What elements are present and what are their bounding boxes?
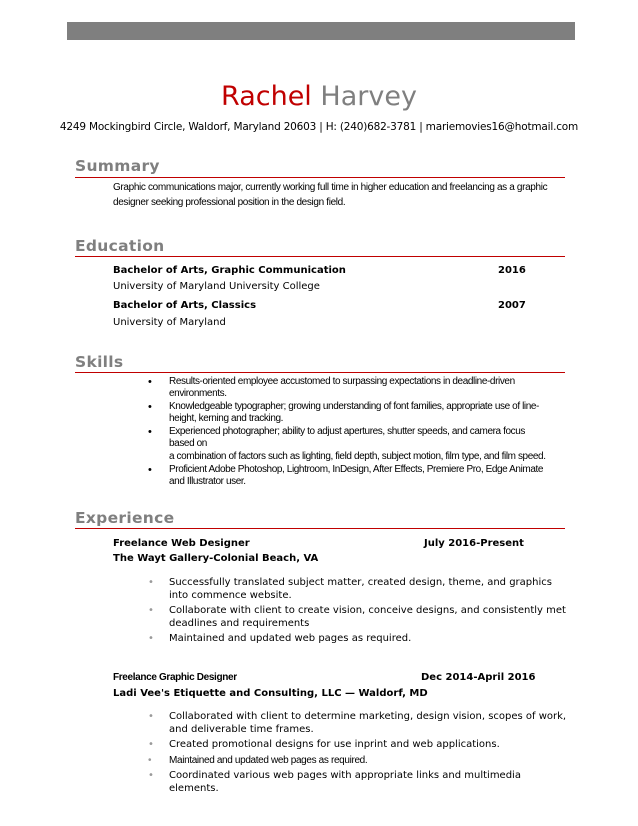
experience-heading: Experience <box>75 509 175 527</box>
job-bullet: • Collaborated with client to determine marketing, design vision, scopes of work, and deliverable time frames. <box>148 711 568 736</box>
skill-item: • Proficient Adobe Photoshop, Lightroom, InDesign, After Effects, Premiere Pro, Edge Animate and Illustrator user. <box>148 464 548 488</box>
skill-item: • Experienced photographer; ability to adjust apertures, shutter speeds, and camera focus based on <box>148 426 548 450</box>
last-name: Harvey <box>320 81 417 112</box>
job-bullet: • Maintained and updated web pages as required. <box>148 755 568 768</box>
job-bullet: • Maintained and updated web pages as required. <box>148 633 568 646</box>
skills-list <box>148 376 548 489</box>
job-title: Freelance Web Designer <box>113 538 250 549</box>
education-school: University of Maryland <box>113 317 226 328</box>
candidate-name <box>0 80 638 114</box>
skills-rule <box>75 372 565 373</box>
education-degree: Bachelor of Arts, Graphic Communication <box>113 265 346 276</box>
education-heading: Education <box>75 237 165 255</box>
summary-heading: Summary <box>75 157 160 175</box>
skills-heading: Skills <box>75 353 124 371</box>
job-bullet: • Created promotional designs for use inprint and web applications. <box>148 739 568 752</box>
job-dates: July 2016-Present <box>424 538 524 549</box>
experience-rule <box>75 528 565 529</box>
job-company: Ladi Vee's Etiquette and Consulting, LLC — Waldorf, MD <box>113 688 428 699</box>
job-title: Freelance Graphic Designer <box>113 672 237 683</box>
job-bullet: • Successfully translated subject matter, created design, theme, and graphics into commence website. <box>148 577 568 602</box>
job-bullet: • Coordinated various web pages with appropriate links and multimedia elements. <box>148 770 568 795</box>
education-year: 2016 <box>498 265 526 276</box>
job-bullet: • Collaborate with client to create vision, conceive designs, and consistently met deadlines and requirements <box>148 605 568 630</box>
header-bar <box>67 22 575 40</box>
job-company: The Wayt Gallery-Colonial Beach, VA <box>113 553 319 564</box>
job-bullets <box>148 711 568 798</box>
summary-rule <box>75 177 565 178</box>
contact-line: 4249 Mockingbird Circle, Waldorf, Maryland 20603 | H: (240)682-3781 | mariemovies16@hotmail.com <box>59 121 579 133</box>
job-bullets <box>148 577 568 649</box>
first-name: Rachel <box>221 81 312 112</box>
education-rule <box>75 256 565 257</box>
job-dates: Dec 2014-April 2016 <box>421 672 536 683</box>
summary-text: Graphic communications major, currently working full time in higher education and freelancing as a graphic designer seeking professional position in the design field. <box>113 182 548 208</box>
education-year: 2007 <box>498 300 526 311</box>
education-school: University of Maryland University College <box>113 281 320 292</box>
skill-item: • Knowledgeable typographer; growing understanding of font families, appropriate use of line-height, kerning and tracking. <box>148 401 548 425</box>
skill-item-continuation: a combination of factors such as lighting, field depth, subject motion, film type, and film speed. <box>169 451 546 462</box>
education-degree: Bachelor of Arts, Classics <box>113 300 257 311</box>
skill-item: • Results-oriented employee accustomed to surpassing expectations in deadline-driven environments. <box>148 376 548 400</box>
